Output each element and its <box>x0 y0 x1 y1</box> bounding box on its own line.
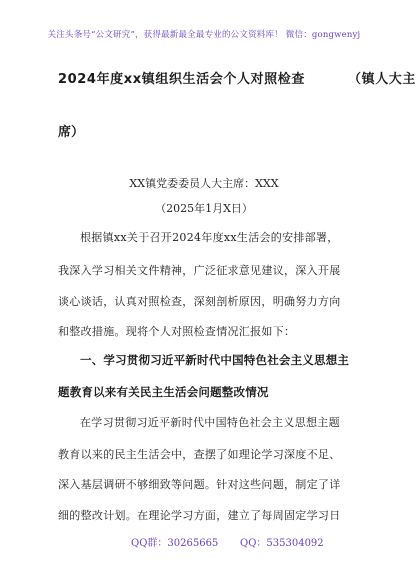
paragraph-line: 在学习贯彻习近平新时代中国特色社会主义思想主题 <box>80 416 340 429</box>
section-heading: 一、学习贯彻习近平新时代中国特色社会主义思想主 <box>80 353 350 367</box>
section-heading: 题教育以来有关民主生活会问题整改情况 <box>58 385 269 399</box>
header-promo-note: 关注头条号“公文研究”，获得最新最全最专业的公文资料库！ 微信：gongwenyj <box>47 30 361 40</box>
paragraph-line: 我深入学习相关文件精神，广泛征求意见建议，深入开展 <box>58 264 341 277</box>
paragraph-line: 深入基层调研不够细致等问题。针对这些问题，制定了详 <box>58 478 341 491</box>
title-main: 2024年度xx镇组织生活会个人对照检查 <box>58 72 305 87</box>
title-continuation: 席） <box>58 125 85 140</box>
qq-number: QQ：535304092 <box>240 538 324 549</box>
paragraph-line: 和整改措施。现将个人对照检查情况汇报如下： <box>58 325 296 338</box>
qq-group-number: QQ群：30265665 <box>131 538 219 549</box>
footer-contacts <box>0 534 408 550</box>
title-suffix: （镇人大主 <box>348 72 416 87</box>
author-line: XX镇党委委员人大主席：XXX <box>129 177 279 190</box>
date-line: （2025年1月X日） <box>155 202 253 215</box>
document-title <box>58 68 416 87</box>
paragraph-line: 谈心谈话，认真对照检查，深刻剖析原因，明确努力方向 <box>58 295 341 308</box>
paragraph-line: 教育以来的民主生活会中，查摆了如理论学习深度不足、 <box>58 448 341 461</box>
paragraph-line: 根据镇xx关于召开2024年度xx生活会的安排部署， <box>80 231 339 244</box>
paragraph-line: 细的整改计划。在理论学习方面，建立了每周固定学习日 <box>58 509 341 522</box>
